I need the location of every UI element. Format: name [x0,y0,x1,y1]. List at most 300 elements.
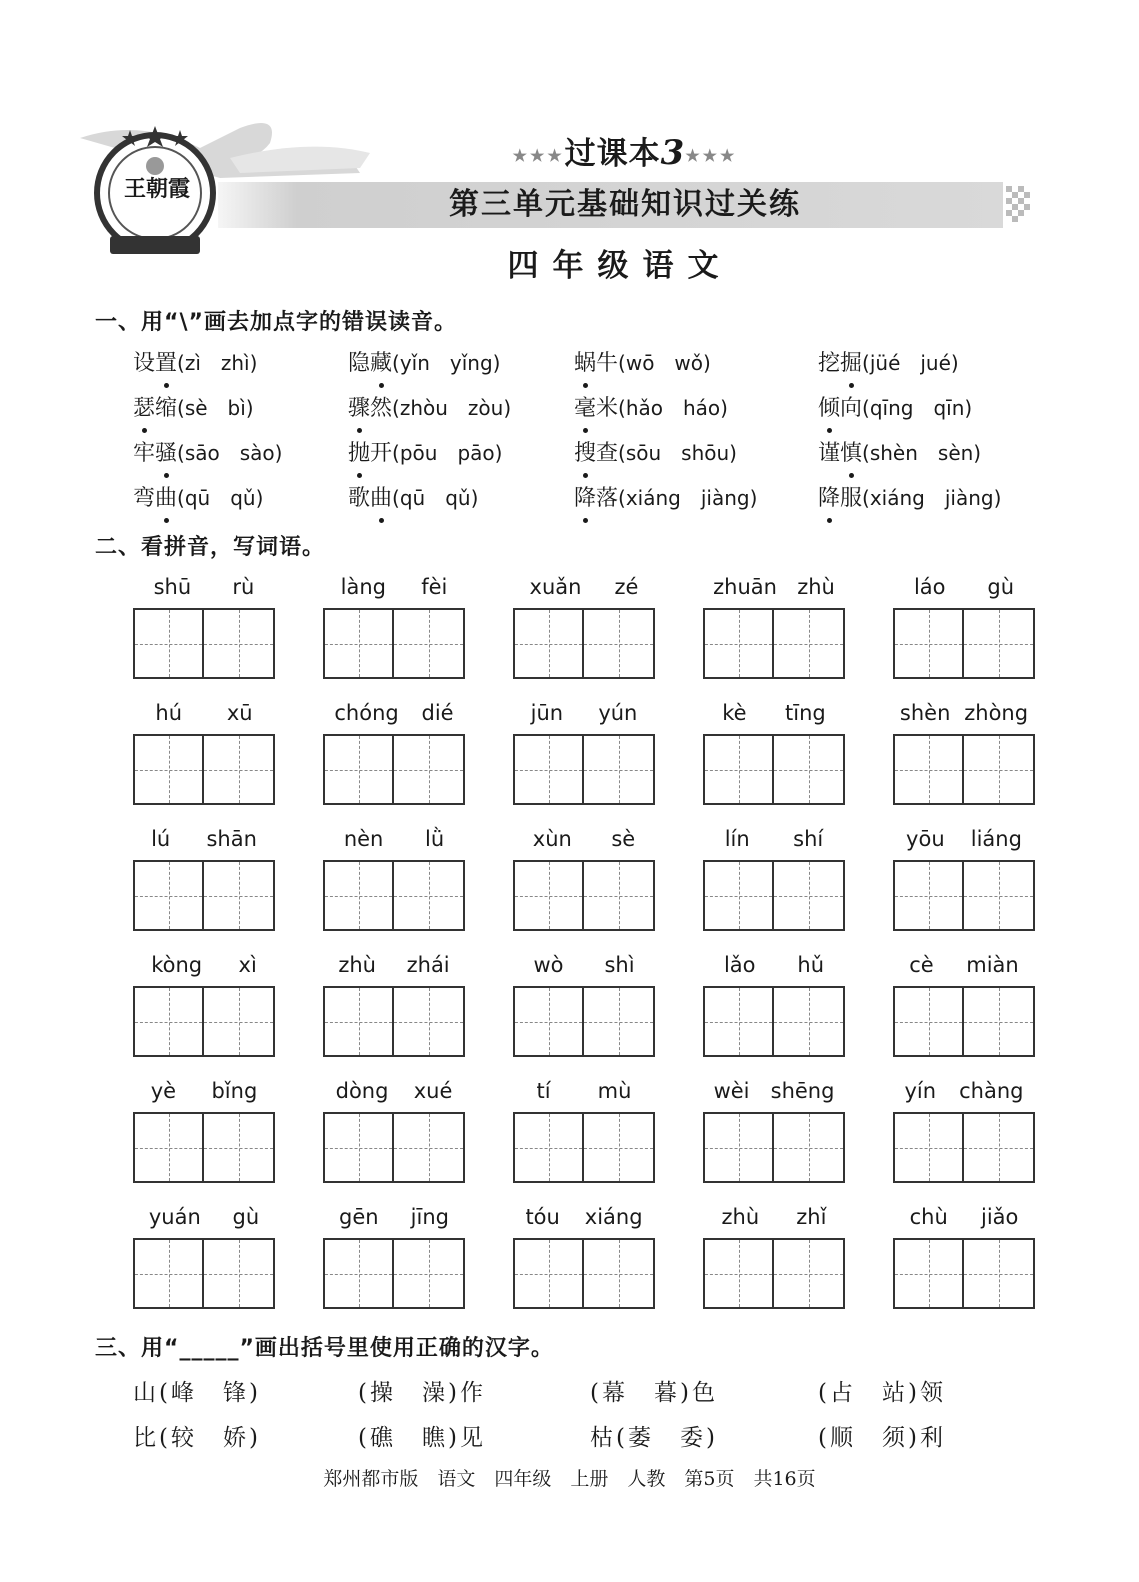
word-character: 弯 [133,486,156,511]
tianzige-boxes [323,608,465,679]
writing-grid-item [703,698,845,728]
tianzige-box[interactable] [584,860,655,931]
pinyin-syllable: fèi [421,575,448,599]
pronunciation-item [348,346,500,377]
tianzige-boxes [513,1112,655,1183]
tianzige-box[interactable] [893,608,964,679]
tianzige-box[interactable] [394,734,465,805]
tianzige-box[interactable] [964,608,1035,679]
tianzige-boxes [703,608,845,679]
star-icons-right: ★★★ [685,146,738,165]
pinyin-syllable: gù [987,575,1015,599]
pinyin-options[interactable]: (zì zhì) [177,351,258,375]
tianzige-box[interactable] [964,734,1035,805]
emphasis-dot [583,473,588,478]
pronunciation-item [348,481,478,512]
writing-grid-item [893,572,1035,602]
pinyin-syllable: hú [155,701,183,725]
pronunciation-item [574,436,737,467]
pinyin-options[interactable]: (xiáng jiàng) [618,486,758,510]
pinyin-prompt [133,950,275,980]
tianzige-boxes [133,734,275,805]
pinyin-prompt [323,950,465,980]
pinyin-syllable: yuán [148,1205,201,1229]
pinyin-syllable: tóu [525,1205,560,1229]
pinyin-options[interactable]: (sè bì) [177,396,254,420]
tianzige-box[interactable] [703,986,774,1057]
pinyin-options[interactable]: (qū qǔ) [392,486,479,510]
pinyin-prompt [703,1076,845,1106]
pinyin-prompt [893,950,1035,980]
writing-grid-item [323,1076,465,1106]
pinyin-syllable: zhù [338,953,376,977]
tianzige-box[interactable] [133,1112,204,1183]
tianzige-box[interactable] [133,1238,204,1309]
tianzige-box[interactable] [323,1238,394,1309]
emphasis-dot [164,518,169,523]
pinyin-syllable: shān [206,827,257,851]
pinyin-prompt [703,698,845,728]
writing-grid-item [133,824,275,854]
dotted-character: 搜 [574,441,596,466]
dotted-character: 置 [155,351,177,376]
tianzige-box[interactable] [133,734,204,805]
pinyin-prompt [893,824,1035,854]
tianzige-box[interactable] [893,1238,964,1309]
tianzige-boxes [133,1238,275,1309]
character-choice-item[interactable]: (占 站)领 [818,1380,946,1406]
pinyin-prompt [893,698,1035,728]
tianzige-box[interactable] [323,608,394,679]
tianzige-boxes [703,986,845,1057]
word-character: 落 [596,486,619,511]
pinyin-syllable: kòng [151,953,203,977]
emphasis-dot [357,473,362,478]
section-1-title: 一、用“\”画去加点字的错误读音。 [95,310,457,335]
word-character: 牛 [596,351,619,376]
pinyin-prompt [513,824,655,854]
pinyin-prompt [133,1202,275,1232]
dotted-character: 骤 [348,396,370,421]
tianzige-box[interactable] [394,1238,465,1309]
pinyin-syllable: xuǎn [529,575,582,599]
pinyin-options[interactable]: (wō wǒ) [618,351,711,375]
writing-grid-item [323,572,465,602]
pinyin-options[interactable]: (qīng qīn) [862,396,973,420]
dotted-character: 曲 [370,486,392,511]
tianzige-box[interactable] [394,1112,465,1183]
tianzige-box[interactable] [703,860,774,931]
character-choice-item[interactable]: (幕 暮)色 [590,1380,718,1406]
pinyin-syllable: lǜ [425,827,445,851]
character-choice-item[interactable]: (礁 瞧)见 [358,1425,486,1451]
tianzige-box[interactable] [774,1112,845,1183]
writing-grid-item [133,572,275,602]
pinyin-prompt [893,1202,1035,1232]
pinyin-syllable: yún [598,701,638,725]
writing-grid-item [893,824,1035,854]
section-3-title: 三、用“_____”画出括号里使用正确的汉字。 [95,1336,554,1361]
tianzige-boxes [703,860,845,931]
writing-grid-item [513,1202,655,1232]
tianzige-boxes [323,860,465,931]
writing-grid-item [133,698,275,728]
pinyin-syllable: shèn [899,701,951,725]
pinyin-syllable: wò [533,953,564,977]
emphasis-dot [827,428,832,433]
pinyin-syllable: rù [232,575,255,599]
character-choice-item[interactable]: 枯(萎 委) [590,1425,718,1451]
emphasis-dot [164,383,169,388]
word-character: 隐 [348,351,371,376]
tianzige-boxes [513,860,655,931]
writing-grid-item [323,1202,465,1232]
tianzige-box[interactable] [964,1112,1035,1183]
writing-grid-item [133,1076,275,1106]
word-character: 谨 [818,441,841,466]
pronunciation-item [133,346,257,377]
tianzige-boxes [893,1238,1035,1309]
tianzige-box[interactable] [323,986,394,1057]
pinyin-syllable: liáng [970,827,1022,851]
tianzige-boxes [133,986,275,1057]
pronunciation-item [818,436,981,467]
page-subtitle: 四年级语文 [507,248,733,284]
pinyin-prompt [893,1076,1035,1106]
tianzige-boxes [703,734,845,805]
pinyin-syllable: zhǐ [796,1205,827,1229]
emphasis-dot [142,428,147,433]
dotted-character: 骚 [155,441,177,466]
pinyin-options[interactable]: (shèn sèn) [862,441,982,465]
pronunciation-item [818,346,959,377]
writing-grid-item [893,950,1035,980]
pinyin-prompt [703,824,845,854]
pinyin-options[interactable]: (xiáng jiàng) [862,486,1002,510]
logo-text: 王朝霞 [123,176,190,202]
pronunciation-item [574,481,757,512]
writing-grid-item [133,1202,275,1232]
pinyin-syllable: zhuān [713,575,777,599]
pinyin-prompt [133,1076,275,1106]
tianzige-boxes [703,1238,845,1309]
writing-grid-item [893,1076,1035,1106]
pinyin-syllable: mù [597,1079,632,1103]
pinyin-prompt [323,698,465,728]
tianzige-box[interactable] [964,1238,1035,1309]
writing-grid-item [703,950,845,980]
star-icons-left: ★★★ [512,146,565,165]
pronunciation-item [574,346,711,377]
word-character: 服 [840,486,863,511]
emphasis-dot [164,473,169,478]
writing-grid-item [513,950,655,980]
pinyin-syllable: kè [722,701,747,725]
pinyin-syllable: miàn [966,953,1019,977]
word-character: 米 [596,396,619,421]
pinyin-syllable: chóng [334,701,399,725]
writing-grid-item [703,824,845,854]
tianzige-box[interactable] [893,734,964,805]
tianzige-box[interactable] [584,986,655,1057]
dotted-character: 慎 [840,441,862,466]
dotted-character: 抛 [348,441,370,466]
pinyin-options[interactable]: (yǐn yǐng) [392,351,501,375]
tianzige-box[interactable] [323,860,394,931]
writing-grid-item [513,698,655,728]
dotted-character: 蜗 [574,351,596,376]
series-name: 过课本 [564,136,661,172]
word-character: 然 [370,396,393,421]
pinyin-syllable: xū [226,701,253,725]
tianzige-box[interactable] [703,608,774,679]
pinyin-syllable: lǎo [723,953,756,977]
pinyin-syllable: láo [913,575,946,599]
pinyin-prompt [323,824,465,854]
tianzige-box[interactable] [774,986,845,1057]
pinyin-syllable: zhòng [964,701,1029,725]
pronunciation-item [574,391,728,422]
tianzige-box[interactable] [204,608,275,679]
pinyin-syllable: xiáng [584,1205,643,1229]
pinyin-syllable: chù [909,1205,948,1229]
tianzige-box[interactable] [133,986,204,1057]
writing-grid-item [893,1202,1035,1232]
writing-grid-item [513,824,655,854]
tianzige-box[interactable] [204,860,275,931]
pinyin-syllable: tí [536,1079,551,1103]
tianzige-box[interactable] [513,860,584,931]
pinyin-syllable: dòng [335,1079,389,1103]
dotted-character: 毫 [574,396,596,421]
pinyin-prompt [323,1202,465,1232]
pinyin-prompt [133,698,275,728]
tianzige-boxes [513,986,655,1057]
tianzige-box[interactable] [703,734,774,805]
tianzige-boxes [133,1112,275,1183]
pinyin-options[interactable]: (sāo sào) [177,441,283,465]
tianzige-box[interactable] [584,1238,655,1309]
tianzige-boxes [893,1112,1035,1183]
pinyin-syllable: hǔ [797,953,825,977]
writing-grid-item [703,1076,845,1106]
character-choice-item[interactable]: 比(较 娇) [133,1425,261,1451]
pinyin-syllable: yōu [906,827,945,851]
tianzige-box[interactable] [204,1112,275,1183]
tianzige-box[interactable] [323,734,394,805]
pinyin-options[interactable]: (qū qǔ) [177,486,264,510]
writing-grid-item [323,698,465,728]
word-character: 开 [370,441,393,466]
tianzige-boxes [133,608,275,679]
series-title [500,128,750,173]
tianzige-box[interactable] [204,986,275,1057]
tianzige-box[interactable] [774,734,845,805]
character-choice-item[interactable]: (操 澡)作 [358,1380,486,1406]
writing-grid-item [703,1202,845,1232]
pinyin-prompt [323,1076,465,1106]
emphasis-dot [583,383,588,388]
character-choice-item[interactable]: (顺 须)利 [818,1425,946,1451]
pinyin-syllable: zé [614,575,639,599]
pinyin-syllable: shū [153,575,192,599]
tianzige-boxes [893,608,1035,679]
emphasis-dot [827,518,832,523]
tianzige-boxes [893,734,1035,805]
tianzige-boxes [513,734,655,805]
tianzige-box[interactable] [584,608,655,679]
tianzige-box[interactable] [513,608,584,679]
pinyin-prompt [133,572,275,602]
pinyin-syllable: yè [150,1079,177,1103]
writing-grid-item [703,572,845,602]
word-character: 歌 [348,486,371,511]
tianzige-box[interactable] [133,860,204,931]
dotted-character: 倾 [818,396,840,421]
pronunciation-item [348,391,511,422]
emphasis-dot [849,383,854,388]
writing-grid-item [513,572,655,602]
dotted-character: 瑟 [133,396,155,421]
pinyin-syllable: chàng [959,1079,1024,1103]
pinyin-syllable: sè [611,827,636,851]
emphasis-dot [583,428,588,433]
word-character: 查 [596,441,619,466]
tianzige-boxes [323,986,465,1057]
tianzige-boxes [133,860,275,931]
word-character: 挖 [818,351,841,376]
pinyin-syllable: jiǎo [981,1205,1019,1229]
tianzige-boxes [323,1238,465,1309]
pronunciation-item [348,436,502,467]
tianzige-box[interactable] [394,860,465,931]
pinyin-options[interactable]: (sōu shōu) [618,441,737,465]
tianzige-box[interactable] [204,1238,275,1309]
page-footer: 郑州都市版 语文 四年级 上册 人教 第5页 共16页 [323,1468,816,1490]
word-character: 向 [840,396,863,421]
pinyin-syllable: gēn [339,1205,379,1229]
tianzige-boxes [703,1112,845,1183]
pinyin-syllable: jūn [530,701,564,725]
word-character: 缩 [155,396,178,421]
emphasis-dot [583,518,588,523]
pinyin-prompt [703,572,845,602]
emphasis-dot [849,473,854,478]
tianzige-box[interactable] [893,986,964,1057]
tianzige-box[interactable] [394,986,465,1057]
tianzige-box[interactable] [323,1112,394,1183]
pinyin-syllable: nèn [343,827,384,851]
dotted-character: 藏 [370,351,392,376]
series-number: 3 [660,133,686,173]
tianzige-boxes [893,860,1035,931]
pinyin-syllable: xùn [532,827,572,851]
tianzige-box[interactable] [964,860,1035,931]
pinyin-syllable: gù [232,1205,260,1229]
tianzige-box[interactable] [133,608,204,679]
word-character: 牢 [133,441,156,466]
tianzige-box[interactable] [703,1112,774,1183]
pinyin-prompt [513,950,655,980]
pinyin-syllable: shēng [770,1079,835,1103]
writing-grid-item [133,950,275,980]
pinyin-options[interactable]: (jüé jué) [862,351,959,375]
pinyin-prompt [893,572,1035,602]
pinyin-syllable: jīng [410,1205,449,1229]
emphasis-dot [379,383,384,388]
tianzige-boxes [323,734,465,805]
tianzige-box[interactable] [513,986,584,1057]
tianzige-box[interactable] [703,1238,774,1309]
tianzige-box[interactable] [774,860,845,931]
tianzige-box[interactable] [774,608,845,679]
pinyin-options[interactable]: (zhòu zòu) [392,396,512,420]
pinyin-syllable: xué [413,1079,453,1103]
pinyin-prompt [703,1202,845,1232]
dotted-character: 曲 [155,486,177,511]
dotted-character: 掘 [840,351,862,376]
pinyin-syllable: zhù [721,1205,760,1229]
character-choice-item[interactable]: 山(峰 锋) [133,1380,261,1406]
tianzige-box[interactable] [204,734,275,805]
tianzige-box[interactable] [584,734,655,805]
tianzige-box[interactable] [964,986,1035,1057]
pinyin-syllable: làng [340,575,386,599]
emphasis-dot [379,518,384,523]
pinyin-syllable: dié [421,701,454,725]
dotted-character: 降 [818,486,840,511]
tianzige-boxes [893,986,1035,1057]
pinyin-prompt [513,698,655,728]
pinyin-prompt [133,824,275,854]
pinyin-syllable: zhái [406,953,450,977]
pinyin-syllable: bǐng [211,1079,258,1103]
pronunciation-item [133,481,263,512]
tianzige-box[interactable] [584,1112,655,1183]
emphasis-dot [357,428,362,433]
tianzige-box[interactable] [774,1238,845,1309]
page-title: 第三单元基础知识过关练 [449,187,801,222]
tianzige-box[interactable] [513,1112,584,1183]
tianzige-box[interactable] [394,608,465,679]
pinyin-options[interactable]: (hǎo háo) [618,396,728,420]
tianzige-box[interactable] [893,1112,964,1183]
pinyin-prompt [703,950,845,980]
pinyin-syllable: cè [909,953,934,977]
pinyin-syllable: zhù [797,575,835,599]
pinyin-syllable: lín [724,827,750,851]
tianzige-box[interactable] [893,860,964,931]
pinyin-syllable: lú [151,827,171,851]
tianzige-boxes [513,1238,655,1309]
pronunciation-item [818,481,1001,512]
pinyin-prompt [513,1076,655,1106]
pinyin-syllable: wèi [713,1079,750,1103]
tianzige-boxes [323,1112,465,1183]
tianzige-box[interactable] [513,1238,584,1309]
writing-grid-item [323,824,465,854]
pinyin-options[interactable]: (pōu pāo) [392,441,503,465]
tianzige-box[interactable] [513,734,584,805]
pinyin-syllable: shí [793,827,824,851]
pronunciation-item [133,436,282,467]
pinyin-syllable: xì [238,953,257,977]
writing-grid-item [513,1076,655,1106]
writing-grid-item [323,950,465,980]
pinyin-prompt [323,572,465,602]
pinyin-syllable: yín [904,1079,937,1103]
pronunciation-item [818,391,972,422]
